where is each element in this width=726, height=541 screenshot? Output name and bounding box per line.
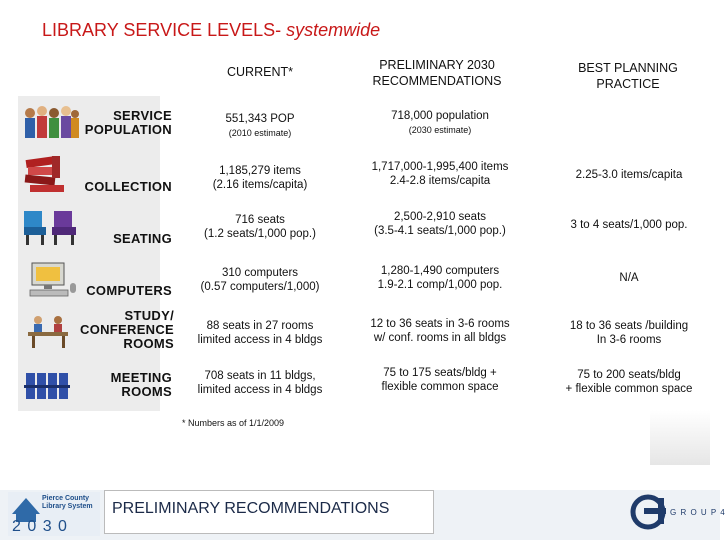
cell-best-study: 18 to 36 seats /building In 3-6 rooms (569, 320, 689, 346)
title-italic: systemwide (286, 20, 381, 40)
cell-prelim-collection: 1,717,000-1,995,400 items 2.4-2.8 items/capita (371, 161, 509, 187)
library-logo: Pierce County Library System 2 0 3 0 (8, 492, 100, 536)
row-label-collection: COLLECTION (22, 152, 172, 196)
meeting-icon (22, 365, 80, 405)
footnote: * Numbers as of 1/1/2009 (182, 418, 285, 428)
cell-current-study: 88 seats in 27 rooms limited access in 4 bldgs (197, 320, 323, 346)
cell-best-seating: 3 to 4 seats/1,000 pop. (570, 219, 688, 231)
row-label-seating: SEATING (22, 206, 172, 248)
books-icon (22, 154, 80, 194)
group4-logo: G R O U P 4 (628, 490, 716, 536)
cell-current-computers: 310 computers (0.57 computers/1,000) (200, 267, 320, 293)
header-best-practice: BEST PLANNING PRACTICE (578, 61, 678, 91)
cell-prelim-seating: 2,500-2,910 seats (3.5-4.1 seats/1,000 pop.) (374, 211, 506, 237)
cell-current-seating: 716 seats (1.2 seats/1,000 pop.) (204, 214, 316, 240)
row-label-computers: COMPUTERS (22, 258, 172, 300)
people-icon (22, 103, 80, 143)
page-title (42, 20, 380, 41)
cell-current-population: 551,343 POP (2010 estimate) (225, 113, 295, 138)
cell-prelim-study: 12 to 36 seats in 3-6 rooms w/ conf. rooms in all bldgs (370, 318, 510, 344)
chairs-icon (22, 207, 80, 247)
cell-best-collection: 2.25-3.0 items/capita (575, 169, 683, 181)
computer-icon (22, 259, 80, 299)
cell-prelim-meeting: 75 to 175 seats/bldg + flexible common space (381, 367, 499, 393)
header-preliminary: PRELIMINARY 2030 RECOMMENDATIONS (372, 58, 502, 88)
study-icon (22, 310, 80, 350)
cell-best-meeting: 75 to 200 seats/bldg + flexible common space (565, 369, 693, 395)
row-label-service-population: SERVICE POPULATION (22, 103, 172, 143)
banner-title: PRELIMINARY RECOMMENDATIONS (112, 500, 390, 517)
cell-current-meeting: 708 seats in 11 bldgs, limited access in 4 bldgs (197, 370, 323, 396)
cell-best-computers: N/A (619, 272, 639, 284)
header-current: CURRENT* (227, 65, 293, 79)
decorative-gradient (650, 410, 710, 465)
cell-prelim-computers: 1,280-1,490 computers 1.9-2.1 comp/1,000 pop. (377, 265, 503, 291)
cell-current-collection: 1,185,279 items (2.16 items/capita) (212, 165, 308, 191)
cell-prelim-population: 718,000 population (2030 estimate) (391, 110, 489, 135)
title-main: LIBRARY SERVICE LEVELS- (42, 20, 282, 40)
row-label-meeting-rooms: MEETING ROOMS (22, 364, 172, 406)
row-label-study-rooms: STUDY/ CONFERENCE ROOMS (22, 306, 172, 354)
